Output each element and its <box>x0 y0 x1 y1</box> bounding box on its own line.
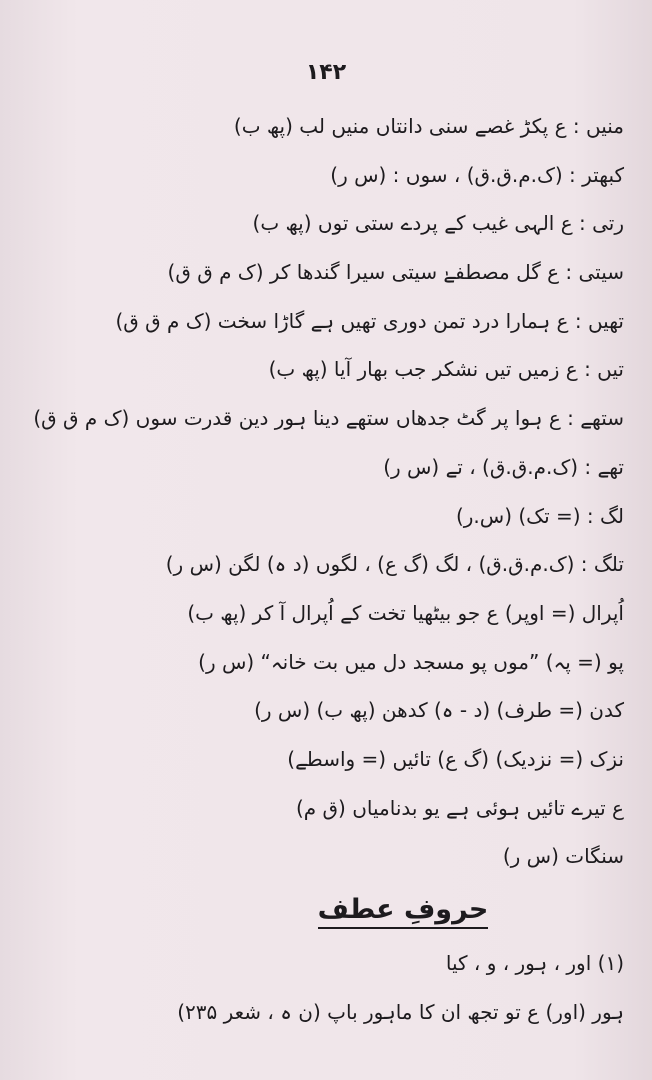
entry-line: پو (= پہ) ”موں پو مسجد دل میں بت خانہ“ (س ر) <box>198 649 624 674</box>
entry-line: ع تیرے تائیں ہوئی ہے یو بدنامیاں (ق م) <box>295 795 624 820</box>
entry-line: منیں : ع پکڑ غصے سنی دانتاں منیں لب (پھ ب) <box>233 114 624 138</box>
entry-line: نزک (= نزدیک) (گ ع) تائیں (= واسطے) <box>287 746 624 771</box>
entry-line: ہور (اور) ع تو تجھ ان کا ماہور باپ (ن ہ ، شعر ۲۳۵) <box>177 999 624 1024</box>
entry-line: ستھے : ع ہوا پر گٹ جدھاں ستھے دینا ہور دین قدرت سوں (ک م ق ق) <box>33 406 624 431</box>
entry-line: سیتی : ع گل مصطفےٰ سیتی سیرا گندھا کر (ک م ق ق) <box>167 260 624 285</box>
page-number: ۱۴۲ <box>305 60 347 85</box>
entry-line: سنگات (س ر) <box>502 844 624 869</box>
entry-line: کدن (= طرف) (د - ہ) کدھن (پھ ب) (س ر) <box>254 698 624 723</box>
entry-line: تیں : ع زمیں تیں نشکر جب بھار آیا (پھ ب) <box>268 357 624 382</box>
entry-line: تلگ : (ک.م.ق.ق) ، لگ (گ ع) ، لگوں (د ہ) لگن (س ر) <box>165 552 624 577</box>
entry-line: رتی : ع الہی غیب کے پردے ستی توں (پھ ب) <box>252 211 624 236</box>
entry-line: لگ : (= تک) (س.ر) <box>455 503 624 528</box>
entry-line: تھے : (ک.م.ق.ق) ، تے (س ر) <box>383 454 624 479</box>
glossary-entries <box>12 102 624 1036</box>
entry-line: تھیں : ع ہمارا درد تمن دوری تھیں ہے گاڑا سخت (ک م ق ق) <box>115 308 624 333</box>
section-heading <box>12 881 624 939</box>
section-heading-text: حروفِ عطف <box>318 894 489 929</box>
entry-line: (۱) اور ، ہور ، و ، کیا <box>445 951 624 975</box>
entry-line: اُپرال (= اوپر) ع جو بیٹھیا تخت کے اُپرال آ کر (پھ ب) <box>187 600 624 625</box>
entry-line: کبھتر : (ک.م.ق.ق) ، سوں : (س ر) <box>330 162 624 187</box>
